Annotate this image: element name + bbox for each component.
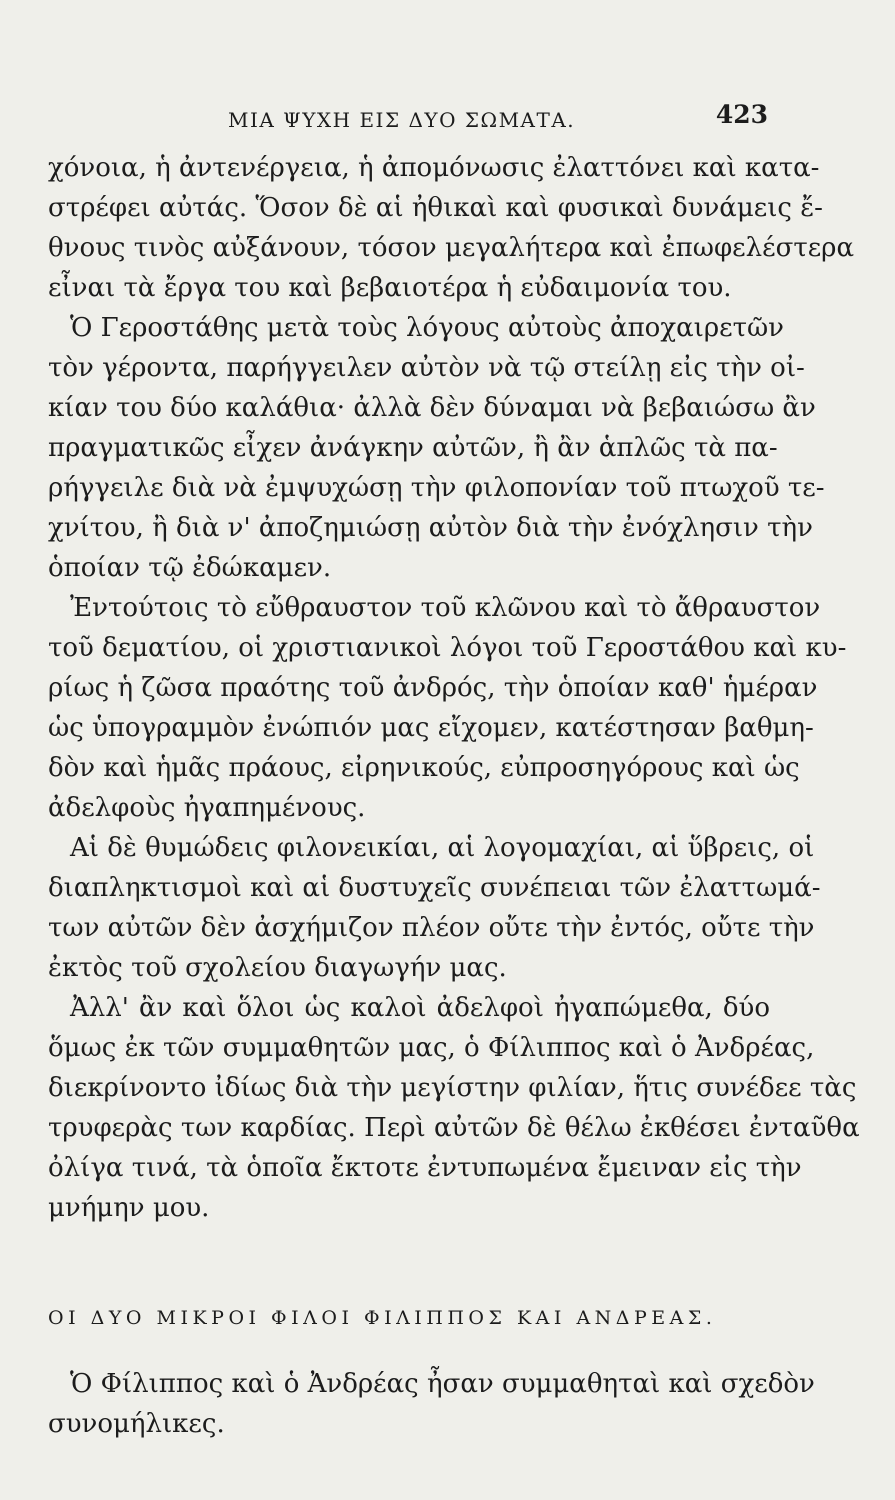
text-line: ρίως ἡ ζῶσα πραότης τοῦ ἀνδρός, τὴν ὁποίαν καθ' ἡμέραν bbox=[48, 673, 818, 703]
text-line: δὸν καὶ ἡμᾶς πράους, εἰρηνικούς, εὐπροσηγόρους καὶ ὡς bbox=[48, 753, 800, 783]
text-line: θνους τινὸς αὐξάνουν, τόσον μεγαλήτερα καὶ ἐπωφελέστερα bbox=[48, 233, 855, 263]
text-line: εἶναι τὰ ἔργα του καὶ βεβαιοτέρα ἡ εὐδαιμονία του. bbox=[48, 273, 732, 303]
text-line: ἐκτὸς τοῦ σχολείου διαγωγήν μας. bbox=[48, 953, 507, 983]
running-title: ΜΙΑ ΨΥΧΗ ΕΙΣ ΔΥΟ ΣΩΜΑΤΑ. bbox=[228, 108, 576, 132]
text-line: διαπληκτισμοὶ καὶ αἱ δυστυχεῖς συνέπειαι τῶν ἐλαττωμά- bbox=[48, 873, 821, 903]
running-header bbox=[48, 100, 768, 134]
text-line: Ἀλλ' ἂν καὶ ὅλοι ὡς καλοὶ ἀδελφοὶ ἠγαπώμεθα, δύο bbox=[70, 993, 770, 1023]
text-line: πραγματικῶς εἶχεν ἀνάγκην αὐτῶν, ἢ ἂν ἁπλῶς τὰ πα- bbox=[48, 433, 778, 463]
closing-text bbox=[48, 1364, 815, 1444]
text-line: Ἐντούτοις τὸ εὔθραυστον τοῦ κλῶνου καὶ τὸ ἄθραυστον bbox=[70, 593, 821, 623]
text-line: Ὁ Φίλιππος καὶ ὁ Ἀνδρέας ἦσαν συμμαθηταὶ καὶ σχεδὸν bbox=[70, 1369, 815, 1399]
text-line: τὸν γέροντα, παρήγγειλεν αὐτὸν νὰ τῷ στείλῃ εἰς τὴν οἰ- bbox=[48, 353, 805, 383]
text-line: διεκρίνοντο ἰδίως διὰ τὴν μεγίστην φιλίαν, ἥτις συνέδεε τὰς bbox=[48, 1073, 857, 1103]
text-line: μνήμην μου. bbox=[48, 1193, 210, 1223]
text-line: τοῦ δεματίου, οἱ χριστιανικοὶ λόγοι τοῦ Γεροστάθου καὶ κυ- bbox=[48, 633, 847, 663]
text-line: τρυφερὰς των καρδίας. Περὶ αὐτῶν δὲ θέλω ἐκθέσει ἐνταῦθα bbox=[48, 1113, 860, 1143]
section-heading: ΟΙ ΔΥΟ ΜΙΚΡΟΙ ΦΙΛΟΙ ΦΙΛΙΠΠΟΣ ΚΑΙ ΑΝΔΡΕΑΣ. bbox=[48, 1307, 717, 1329]
text-line: ρήγγειλε διὰ νὰ ἐμψυχώσῃ τὴν φιλοπονίαν τοῦ πτωχοῦ τε- bbox=[48, 473, 825, 503]
text-line: στρέφει αὐτάς. Ὅσον δὲ αἱ ἠθικαὶ καὶ φυσικαὶ δυνάμεις ἔ- bbox=[48, 193, 823, 223]
text-line: χνίτου, ἢ διὰ ν' ἀποζημιώσῃ αὐτὸν διὰ τὴν ἐνόχλησιν τὴν bbox=[48, 513, 813, 543]
text-line: ἀδελφοὺς ἠγαπημένους. bbox=[48, 793, 366, 823]
text-line: Ὁ Γεροστάθης μετὰ τοὺς λόγους αὐτοὺς ἀποχαιρετῶν bbox=[70, 313, 784, 343]
text-line: των αὐτῶν δὲν ἀσχήμιζον πλέον οὔτε τὴν ἐντός, οὔτε τὴν bbox=[48, 913, 815, 943]
text-line: ὀλίγα τινά, τὰ ὁποῖα ἔκτοτε ἐντυπωμένα ἔμειναν εἰς τὴν bbox=[48, 1153, 802, 1183]
text-line: Αἱ δὲ θυμώδεις φιλονεικίαι, αἱ λογομαχίαι, αἱ ὕβρεις, οἱ bbox=[70, 833, 815, 863]
page-number: 423 bbox=[715, 100, 768, 129]
body-text bbox=[48, 148, 860, 1228]
text-line: κίαν του δύο καλάθια· ἀλλὰ δὲν δύναμαι νὰ βεβαιώσω ἂν bbox=[48, 393, 816, 423]
text-line: χόνοια, ἡ ἀντενέργεια, ἡ ἀπομόνωσις ἐλαττόνει καὶ κατα- bbox=[48, 153, 820, 183]
text-line: ὡς ὑπογραμμὸν ἐνώπιόν μας εἴχομεν, κατέστησαν βαθμη- bbox=[48, 713, 814, 743]
text-line: ὅμως ἐκ τῶν συμμαθητῶν μας, ὁ Φίλιππος καὶ ὁ Ἀνδρέας, bbox=[48, 1033, 815, 1063]
text-line: ὁποίαν τῷ ἐδώκαμεν. bbox=[48, 553, 332, 583]
text-line: συνομήλικες. bbox=[48, 1409, 225, 1439]
